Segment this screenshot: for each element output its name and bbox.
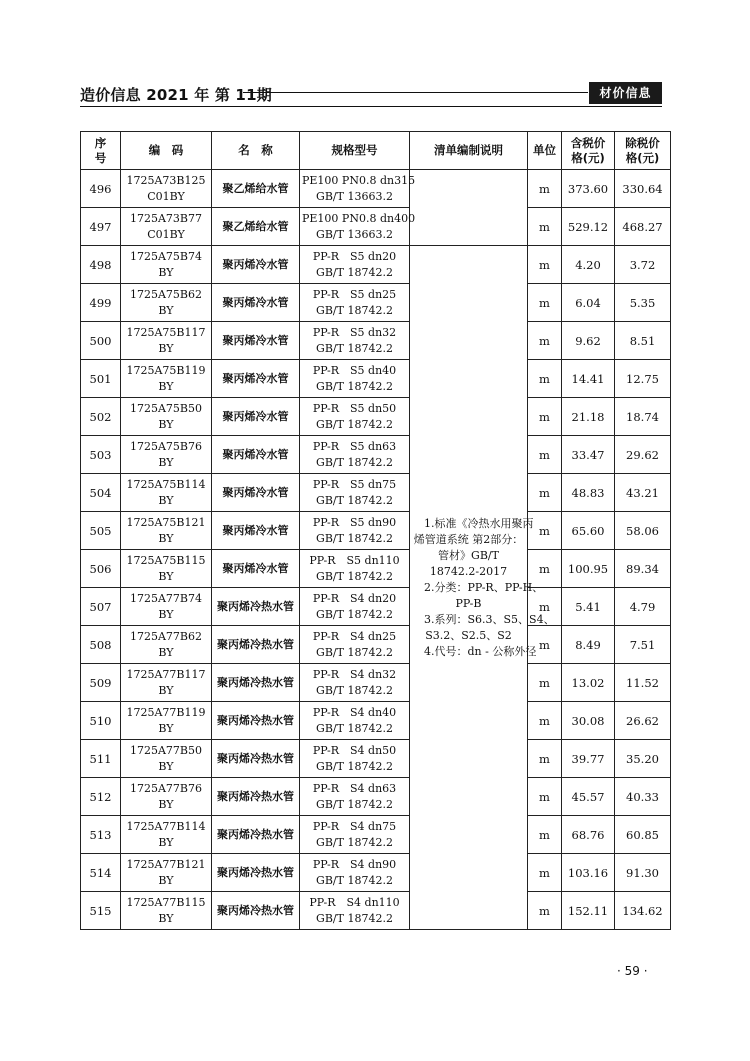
item-code xyxy=(121,398,212,436)
description-note-line: 烯管道系统 第2部分： xyxy=(413,532,524,546)
table-row xyxy=(81,550,671,588)
unit: m xyxy=(528,322,562,360)
item-spec-line: PP-R S4 dn110 xyxy=(309,895,400,909)
price-table xyxy=(80,131,671,930)
price-with-tax: 4.20 xyxy=(562,246,615,284)
price-without-tax: 89.34 xyxy=(615,550,671,588)
item-code-line: BY xyxy=(158,721,174,735)
item-code xyxy=(121,854,212,892)
item-name: 聚丙烯冷热水管 xyxy=(212,626,300,664)
item-code-line: BY xyxy=(158,417,174,431)
header-underline xyxy=(80,106,662,107)
item-spec-line: GB/T 18742.2 xyxy=(316,531,393,545)
item-spec-line: PP-R S4 dn20 xyxy=(312,591,397,605)
item-spec xyxy=(300,512,410,550)
item-spec-line: GB/T 18742.2 xyxy=(316,455,393,469)
item-code-line: 1725A75B74 xyxy=(129,249,202,263)
row-number: 506 xyxy=(81,550,121,588)
row-number: 508 xyxy=(81,626,121,664)
item-spec-line: PP-R S4 dn25 xyxy=(312,629,397,643)
price-without-tax: 330.64 xyxy=(615,170,671,208)
column-header xyxy=(528,132,562,170)
item-spec xyxy=(300,170,416,208)
price-with-tax: 45.57 xyxy=(562,778,615,816)
description-note-line: 18742.2-2017 xyxy=(429,564,508,578)
item-code-line: C01BY xyxy=(147,227,185,241)
table-row xyxy=(81,398,671,436)
table-row xyxy=(81,360,671,398)
price-with-tax: 30.08 xyxy=(562,702,615,740)
item-code xyxy=(121,360,212,398)
row-number: 503 xyxy=(81,436,121,474)
item-code-line: BY xyxy=(158,683,174,697)
item-spec xyxy=(300,740,410,778)
unit: m xyxy=(528,816,562,854)
column-header-line: 除税价 xyxy=(625,135,660,150)
table-row xyxy=(81,208,671,246)
item-spec-line: GB/T 13663.2 xyxy=(316,227,393,241)
item-code xyxy=(121,740,212,778)
item-code xyxy=(121,322,212,360)
item-code xyxy=(121,284,212,322)
item-spec-line: PE100 PN0.8 dn400 xyxy=(302,211,416,225)
item-code-line: BY xyxy=(158,835,174,849)
item-spec xyxy=(300,436,410,474)
item-name: 聚丙烯冷水管 xyxy=(212,284,300,322)
item-code xyxy=(121,436,212,474)
item-spec xyxy=(300,854,410,892)
item-spec-line: GB/T 18742.2 xyxy=(316,683,393,697)
row-number: 501 xyxy=(81,360,121,398)
price-with-tax: 14.41 xyxy=(562,360,615,398)
price-with-tax: 529.12 xyxy=(562,208,615,246)
item-code-line: BY xyxy=(158,797,174,811)
row-number: 498 xyxy=(81,246,121,284)
item-code-line: 1725A77B76 xyxy=(129,781,202,795)
table-row xyxy=(81,664,671,702)
unit: m xyxy=(528,892,562,930)
table-row xyxy=(81,284,671,322)
item-code xyxy=(121,246,212,284)
table-row xyxy=(81,588,671,626)
item-spec-line: PP-R S5 dn110 xyxy=(309,553,400,567)
item-name: 聚丙烯冷水管 xyxy=(212,398,300,436)
item-name: 聚丙烯冷热水管 xyxy=(212,854,300,892)
item-code-line: BY xyxy=(158,911,174,925)
item-name: 聚丙烯冷水管 xyxy=(212,436,300,474)
description-note xyxy=(410,246,555,930)
table-row xyxy=(81,816,671,854)
table-row xyxy=(81,854,671,892)
item-code-line: 1725A75B76 xyxy=(129,439,202,453)
item-spec-line: PP-R S5 dn63 xyxy=(312,439,397,453)
item-code-line: 1725A77B50 xyxy=(129,743,202,757)
price-with-tax: 13.02 xyxy=(562,664,615,702)
item-spec xyxy=(300,588,410,626)
item-code-line: BY xyxy=(158,759,174,773)
item-spec-line: GB/T 13663.2 xyxy=(316,189,393,203)
section-tag: 材价信息 xyxy=(589,82,662,104)
price-without-tax: 40.33 xyxy=(615,778,671,816)
price-without-tax: 5.35 xyxy=(615,284,671,322)
item-spec xyxy=(300,626,410,664)
item-code-line: BY xyxy=(158,607,174,621)
item-code xyxy=(121,702,212,740)
item-code xyxy=(121,664,212,702)
row-number: 499 xyxy=(81,284,121,322)
item-spec-line: PP-R S4 dn32 xyxy=(312,667,397,681)
item-name: 聚丙烯冷水管 xyxy=(212,246,300,284)
item-spec xyxy=(300,360,410,398)
price-without-tax: 134.62 xyxy=(615,892,671,930)
unit: m xyxy=(528,360,562,398)
price-without-tax: 3.72 xyxy=(615,246,671,284)
item-name: 聚乙烯给水管 xyxy=(212,170,300,208)
item-code-line: 1725A75B121 xyxy=(126,515,206,529)
item-code xyxy=(121,588,212,626)
item-spec xyxy=(300,550,410,588)
price-with-tax: 21.18 xyxy=(562,398,615,436)
item-spec-line: GB/T 18742.2 xyxy=(316,873,393,887)
price-without-tax: 8.51 xyxy=(615,322,671,360)
item-name: 聚丙烯冷热水管 xyxy=(212,816,300,854)
column-header-line: 名 称 xyxy=(238,143,273,157)
item-spec xyxy=(300,816,410,854)
item-code-line: 1725A77B62 xyxy=(129,629,202,643)
item-spec xyxy=(300,778,410,816)
item-spec-line: PP-R S4 dn90 xyxy=(312,857,397,871)
column-header xyxy=(121,132,212,170)
item-code-line: 1725A73B77 xyxy=(129,211,202,225)
price-without-tax: 60.85 xyxy=(615,816,671,854)
price-with-tax: 39.77 xyxy=(562,740,615,778)
row-number: 504 xyxy=(81,474,121,512)
item-code-line: 1725A73B125 xyxy=(126,173,206,187)
item-code xyxy=(121,626,212,664)
item-spec-line: GB/T 18742.2 xyxy=(316,797,393,811)
price-without-tax: 12.75 xyxy=(615,360,671,398)
item-code-line: BY xyxy=(158,645,174,659)
item-code-line: BY xyxy=(158,493,174,507)
unit: m xyxy=(528,170,562,208)
column-header-line: 规格型号 xyxy=(331,143,378,157)
page-number: · 59 · xyxy=(617,964,648,978)
item-code-line: 1725A75B50 xyxy=(129,401,202,415)
item-spec-line: GB/T 18742.2 xyxy=(316,569,393,583)
header-rule xyxy=(243,92,588,93)
item-spec-line: GB/T 18742.2 xyxy=(316,759,393,773)
item-name: 聚丙烯冷热水管 xyxy=(212,664,300,702)
item-name: 聚丙烯冷水管 xyxy=(212,474,300,512)
price-with-tax: 6.04 xyxy=(562,284,615,322)
price-with-tax: 48.83 xyxy=(562,474,615,512)
item-spec-line: PP-R S4 dn50 xyxy=(312,743,397,757)
unit: m xyxy=(528,246,562,284)
item-spec-line: PP-R S4 dn40 xyxy=(312,705,397,719)
price-without-tax: 11.52 xyxy=(615,664,671,702)
item-spec-line: GB/T 18742.2 xyxy=(316,341,393,355)
column-header xyxy=(410,132,528,170)
row-number: 509 xyxy=(81,664,121,702)
item-name: 聚丙烯冷水管 xyxy=(212,550,300,588)
price-without-tax: 468.27 xyxy=(615,208,671,246)
item-spec-line: GB/T 18742.2 xyxy=(316,379,393,393)
price-without-tax: 91.30 xyxy=(615,854,671,892)
table-row xyxy=(81,512,671,550)
item-spec-line: GB/T 18742.2 xyxy=(316,607,393,621)
column-header-line: 编 码 xyxy=(148,143,184,157)
column-header-line: 含税价 xyxy=(570,135,606,150)
item-spec-line: PP-R S5 dn90 xyxy=(312,515,397,529)
item-code xyxy=(121,550,212,588)
price-with-tax: 33.47 xyxy=(562,436,615,474)
column-header xyxy=(81,132,121,170)
item-spec-line: GB/T 18742.2 xyxy=(316,417,393,431)
item-spec-line: PP-R S4 dn63 xyxy=(312,781,397,795)
row-number: 513 xyxy=(81,816,121,854)
item-code-line: BY xyxy=(158,303,174,317)
row-number: 512 xyxy=(81,778,121,816)
unit: m xyxy=(528,664,562,702)
item-name: 聚乙烯给水管 xyxy=(212,208,300,246)
item-name: 聚丙烯冷热水管 xyxy=(212,740,300,778)
table-row xyxy=(81,322,671,360)
price-without-tax: 7.51 xyxy=(615,626,671,664)
row-number: 500 xyxy=(81,322,121,360)
price-with-tax: 65.60 xyxy=(562,512,615,550)
item-code-line: BY xyxy=(158,341,174,355)
price-without-tax: 58.06 xyxy=(615,512,671,550)
column-header-line: 格(元) xyxy=(571,150,605,165)
table-body xyxy=(81,170,671,930)
item-name: 聚丙烯冷热水管 xyxy=(212,588,300,626)
item-code-line: 1725A75B114 xyxy=(126,477,206,491)
item-name: 聚丙烯冷热水管 xyxy=(212,778,300,816)
unit: m xyxy=(528,436,562,474)
item-code xyxy=(121,170,212,208)
row-number: 514 xyxy=(81,854,121,892)
row-number: 515 xyxy=(81,892,121,930)
item-name: 聚丙烯冷水管 xyxy=(212,512,300,550)
item-code xyxy=(121,208,212,246)
item-spec xyxy=(300,702,410,740)
column-header-line: 号 xyxy=(94,150,107,165)
item-spec-line: PP-R S5 dn50 xyxy=(312,401,397,415)
item-spec-line: GB/T 18742.2 xyxy=(316,493,393,507)
table-row xyxy=(81,170,671,208)
item-spec xyxy=(300,398,410,436)
price-with-tax: 373.60 xyxy=(562,170,615,208)
column-header xyxy=(562,132,615,170)
unit: m xyxy=(528,854,562,892)
item-spec xyxy=(300,664,410,702)
price-without-tax: 26.62 xyxy=(615,702,671,740)
price-with-tax: 5.41 xyxy=(562,588,615,626)
item-spec xyxy=(300,474,410,512)
item-code-line: 1725A77B121 xyxy=(126,857,206,871)
item-code xyxy=(121,816,212,854)
item-code-line: BY xyxy=(158,569,174,583)
description-note-line: 管材》GB/T xyxy=(438,548,499,562)
item-name: 聚丙烯冷水管 xyxy=(212,322,300,360)
description-cell-empty xyxy=(410,170,528,246)
price-with-tax: 152.11 xyxy=(562,892,615,930)
unit: m xyxy=(528,474,562,512)
price-with-tax: 68.76 xyxy=(562,816,615,854)
item-code-line: 1725A75B117 xyxy=(126,325,206,339)
item-spec-line: PP-R S5 dn75 xyxy=(312,477,397,491)
row-number: 510 xyxy=(81,702,121,740)
unit: m xyxy=(528,778,562,816)
item-code-line: 1725A77B115 xyxy=(126,895,206,909)
item-spec-line: PE100 PN0.8 dn315 xyxy=(302,173,416,187)
unit: m xyxy=(528,208,562,246)
description-note-line: S3.2、S2.5、S2 xyxy=(425,628,512,642)
table-row xyxy=(81,626,671,664)
row-number: 497 xyxy=(81,208,121,246)
item-spec-line: GB/T 18742.2 xyxy=(316,303,393,317)
item-spec-line: GB/T 18742.2 xyxy=(316,721,393,735)
item-code-line: BY xyxy=(158,455,174,469)
item-code xyxy=(121,892,212,930)
item-spec-line: PP-R S4 dn75 xyxy=(312,819,397,833)
column-header-line: 单位 xyxy=(533,143,556,157)
item-spec xyxy=(300,322,410,360)
item-code-line: BY xyxy=(158,531,174,545)
column-header xyxy=(300,132,410,170)
item-spec-line: GB/T 18742.2 xyxy=(316,911,393,925)
unit: m xyxy=(528,740,562,778)
table-row xyxy=(81,474,671,512)
item-code-line: 1725A75B115 xyxy=(126,553,206,567)
item-spec-line: PP-R S5 dn20 xyxy=(312,249,397,263)
item-spec-line: PP-R S5 dn25 xyxy=(312,287,397,301)
description-note-line: PP-B xyxy=(455,596,482,610)
row-number: 502 xyxy=(81,398,121,436)
price-without-tax: 35.20 xyxy=(615,740,671,778)
item-code-line: BY xyxy=(158,379,174,393)
description-note-line: 2.分类：PP-R、PP-H、 xyxy=(424,580,544,594)
table-row xyxy=(81,702,671,740)
price-without-tax: 43.21 xyxy=(615,474,671,512)
unit: m xyxy=(528,512,562,550)
unit: m xyxy=(528,588,562,626)
item-spec xyxy=(300,892,410,930)
item-code-line: 1725A77B117 xyxy=(126,667,206,681)
column-header xyxy=(615,132,671,170)
publication-title: 造价信息 2021 年 第 11期 xyxy=(80,86,272,104)
table-row xyxy=(81,778,671,816)
item-spec-line: GB/T 18742.2 xyxy=(316,835,393,849)
item-spec xyxy=(300,208,416,246)
item-code-line: BY xyxy=(158,873,174,887)
item-code xyxy=(121,512,212,550)
item-code-line: 1725A77B74 xyxy=(129,591,202,605)
item-code-line: C01BY xyxy=(147,189,185,203)
column-header-line: 格(元) xyxy=(625,150,660,165)
unit: m xyxy=(528,398,562,436)
table-header-row xyxy=(81,132,671,170)
price-without-tax: 18.74 xyxy=(615,398,671,436)
item-code-line: 1725A75B119 xyxy=(126,363,206,377)
item-code xyxy=(121,474,212,512)
item-spec-line: GB/T 18742.2 xyxy=(316,645,393,659)
price-with-tax: 9.62 xyxy=(562,322,615,360)
item-code xyxy=(121,778,212,816)
item-spec xyxy=(300,284,410,322)
item-spec-line: GB/T 18742.2 xyxy=(316,265,393,279)
item-name: 聚丙烯冷水管 xyxy=(212,360,300,398)
row-number: 511 xyxy=(81,740,121,778)
description-note-line: 4.代号：dn - 公称外径 xyxy=(424,644,537,658)
row-number: 507 xyxy=(81,588,121,626)
column-header xyxy=(212,132,300,170)
item-spec-line: PP-R S5 dn32 xyxy=(312,325,397,339)
unit: m xyxy=(528,702,562,740)
price-without-tax: 4.79 xyxy=(615,588,671,626)
unit: m xyxy=(528,284,562,322)
item-name: 聚丙烯冷热水管 xyxy=(212,892,300,930)
row-number: 505 xyxy=(81,512,121,550)
description-note-line: 1.标准《冷热水用聚丙 xyxy=(424,516,534,530)
column-header-line: 清单编制说明 xyxy=(434,143,503,157)
price-without-tax: 29.62 xyxy=(615,436,671,474)
price-with-tax: 100.95 xyxy=(562,550,615,588)
column-header-line: 序 xyxy=(94,135,107,150)
table-row xyxy=(81,436,671,474)
table-row xyxy=(81,740,671,778)
item-spec-line: PP-R S5 dn40 xyxy=(312,363,397,377)
item-code-line: 1725A77B119 xyxy=(126,705,206,719)
price-with-tax: 8.49 xyxy=(562,626,615,664)
item-code-line: BY xyxy=(158,265,174,279)
table-row xyxy=(81,892,671,930)
unit: m xyxy=(528,626,562,664)
item-spec xyxy=(300,246,410,284)
price-with-tax: 103.16 xyxy=(562,854,615,892)
item-code-line: 1725A75B62 xyxy=(129,287,202,301)
row-number: 496 xyxy=(81,170,121,208)
table-row xyxy=(81,246,671,284)
unit: m xyxy=(528,550,562,588)
item-code-line: 1725A77B114 xyxy=(126,819,206,833)
item-name: 聚丙烯冷热水管 xyxy=(212,702,300,740)
description-note-line: 3.系列：S6.3、S5、S4、 xyxy=(424,612,555,626)
